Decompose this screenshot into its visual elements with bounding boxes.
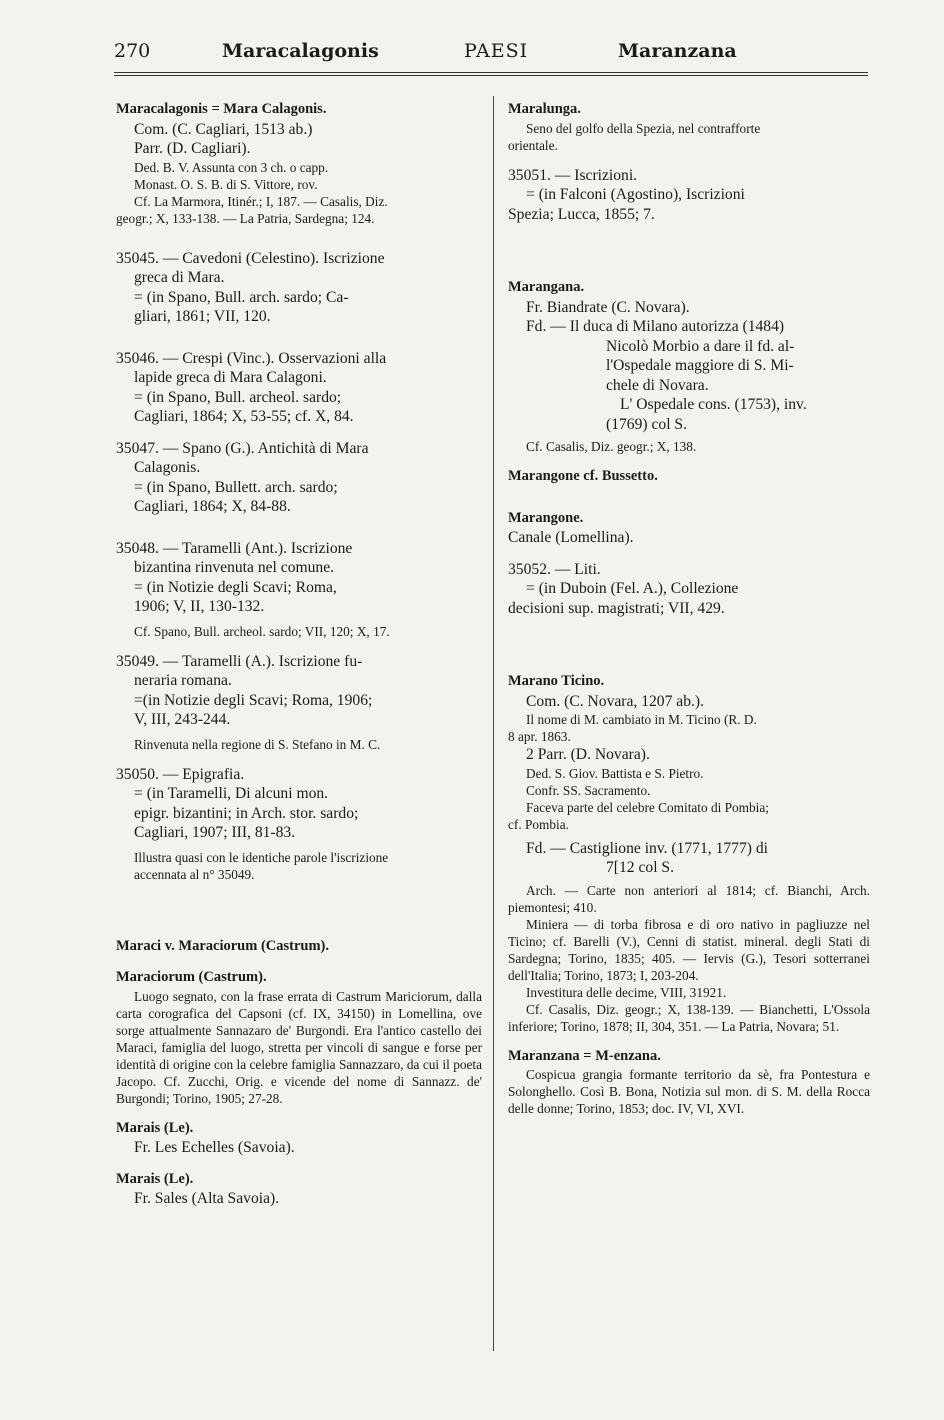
entry-line: Faceva parte del celebre Comitato di Pombia;	[526, 799, 769, 815]
header-first-entry: Maracalagonis	[222, 40, 379, 62]
entry-maranzana	[508, 1047, 870, 1118]
bib-entry-35048	[116, 539, 482, 640]
bib-entry-35050	[116, 765, 482, 883]
entry-maraciorum	[116, 968, 482, 1107]
header-section: PAESI	[464, 40, 529, 62]
bib-entry-35051	[508, 166, 870, 225]
entry-paragraph: Arch. — Carte non anteriori al 1814; cf. Bianchi, Arch. piemontesi; 410.	[508, 882, 870, 915]
bib-line: = (in Spano, Bull. archeol. sardo;	[134, 388, 342, 406]
bib-entry-35049	[116, 652, 482, 753]
bib-entry-35045	[116, 249, 482, 327]
entry-marais-echelles	[116, 1119, 482, 1158]
entry-line: geogr.; X, 133-138. — La Patria, Sardegna; 124.	[116, 210, 375, 226]
running-header	[114, 40, 870, 70]
bib-note: Illustra quasi con le identiche parole l'iscrizione	[134, 849, 389, 865]
entry-line: Seno del golfo della Spezia, nel contrafforte	[526, 120, 761, 136]
bib-line: 35049. — Taramelli (A.). Iscrizione fu-	[116, 652, 363, 670]
entry-line: 7[12 col S.	[606, 859, 675, 876]
bib-line: = (in Spano, Bull. arch. sardo; Ca-	[134, 288, 349, 306]
bib-line: epigr. bizantini; in Arch. stor. sardo;	[134, 804, 359, 822]
entry-line: 8 apr. 1863.	[508, 729, 571, 744]
entry-line: Canale (Lomellina).	[508, 529, 634, 546]
column-divider	[493, 96, 494, 1351]
entry-line: Confr. SS. Sacramento.	[526, 782, 651, 798]
entry-line: Fr. Sales (Alta Savoia).	[134, 1190, 280, 1207]
bib-line: Cagliari, 1864; X, 84-88.	[134, 498, 291, 515]
left-column	[116, 100, 482, 1221]
bib-line: bizantina rinvenuta nel comune.	[134, 559, 335, 576]
bib-line: 35047. — Spano (G.). Antichità di Mara	[116, 439, 369, 457]
bib-note: accennata al n° 35049.	[134, 866, 255, 882]
bib-line: 35050. — Epigrafia.	[116, 765, 245, 783]
entry-heading: Marais (Le).	[116, 1119, 194, 1136]
entry-marais-sales	[116, 1170, 482, 1209]
bib-entry-35052	[508, 560, 870, 619]
bib-line: Cagliari, 1907; III, 81-83.	[134, 824, 296, 841]
entry-line: l'Ospedale maggiore di S. Mi-	[606, 357, 794, 374]
entry-line: Ded. B. V. Assunta con 3 ch. o capp.	[134, 159, 329, 175]
entry-line: Fr. Biandrate (C. Novara).	[526, 298, 690, 316]
bib-line: 35051. — Iscrizioni.	[508, 166, 638, 184]
bib-line: greca di Mara.	[134, 269, 225, 286]
bib-entry-35047	[116, 439, 482, 517]
entry-heading: Marangone.	[508, 509, 584, 526]
bib-line: = (in Notizie degli Scavi; Roma,	[134, 578, 337, 596]
bib-line: Spezia; Lucca, 1855; 7.	[508, 205, 655, 223]
bib-line: Cagliari, 1864; X, 53-55; cf. X, 84.	[134, 408, 354, 425]
bib-line: 1906; V, II, 130-132.	[134, 598, 265, 615]
entry-line: cf. Pombia.	[508, 816, 569, 832]
entry-heading: Maraciorum (Castrum).	[116, 969, 267, 985]
entry-line: Cf. Casalis, Diz. geogr.; X, 138.	[526, 439, 697, 454]
entry-line: L' Ospedale cons. (1753), inv.	[620, 396, 807, 413]
bib-line: = (in Falconi (Agostino), Iscrizioni	[526, 186, 745, 203]
bib-line: 35046. — Crespi (Vinc.). Osservazioni alla	[116, 349, 387, 367]
entry-paragraph: Investitura delle decime, VIII, 31921.	[526, 984, 727, 1000]
entry-marangone	[508, 509, 870, 548]
bib-line: = (in Taramelli, Di alcuni mon.	[134, 785, 329, 802]
bib-line: 35048. — Taramelli (Ant.). Iscrizione	[116, 539, 353, 557]
entry-line: Fr. Les Echelles (Savoia).	[134, 1139, 295, 1156]
bib-line: = (in Duboin (Fel. A.), Collezione	[526, 580, 739, 597]
entry-paragraph: Luogo segnato, con la frase errata di Castrum Mariciorum, dalla carta corografica del Capsoni (cf. IX, 34150) in Lomellina, ove sorge attualmente Sannazaro de' Burgondi. Era l'antico castello dei Maraci, famiglia del luogo, stretta per vincoli di sangue e forse per identità di origine con la celebre famiglia Sannazzaro, da cui il poeta Jacopo. Cf. Zucchi, Orig. e vicende del nome di Sannazz. de' Burgondi; Torino, 1905; 27-28.	[116, 988, 482, 1106]
entry-heading: Marais (Le).	[116, 1170, 194, 1187]
entry-line: Parr. (D. Cagliari).	[134, 140, 251, 157]
right-column	[508, 100, 870, 1129]
page-number: 270	[114, 40, 151, 62]
entry-heading: Maracalagonis = Mara Calagonis.	[116, 101, 327, 117]
bib-note: Rinvenuta nella regione di S. Stefano in M. C.	[134, 736, 381, 752]
entry-line: Com. (C. Novara, 1207 ab.).	[526, 692, 704, 710]
entry-line: Fd. — Castiglione inv. (1771, 1777) di	[526, 839, 768, 857]
entry-line: chele di Novara.	[606, 376, 709, 394]
entry-heading: Maralunga.	[508, 101, 581, 117]
entry-line: Cf. La Marmora, Itinér.; I, 187. — Casalis, Diz.	[134, 193, 388, 209]
bib-line: =(in Notizie degli Scavi; Roma, 1906;	[134, 691, 373, 709]
bib-line: 35045. — Cavedoni (Celestino). Iscrizione	[116, 249, 385, 267]
entry-line: (1769) col S.	[606, 415, 687, 433]
entry-line: Monast. O. S. B. di S. Vittore, rov.	[134, 176, 318, 192]
entry-maraci	[116, 937, 482, 957]
entry-line: Com. (C. Cagliari, 1513 ab.)	[134, 120, 313, 138]
header-last-entry: Maranzana	[618, 40, 737, 62]
entry-marangone-cf	[508, 467, 870, 487]
entry-line: Nicolò Morbio a dare il fd. al-	[606, 337, 795, 355]
bib-entry-35046	[116, 349, 482, 427]
entry-line: Ded. S. Giov. Battista e S. Pietro.	[526, 765, 704, 781]
entry-marano-ticino	[508, 672, 870, 1035]
bib-line: Calagonis.	[134, 459, 201, 476]
header-rule	[114, 72, 868, 76]
bib-line: V, III, 243-244.	[134, 711, 231, 728]
entry-line: Il nome di M. cambiato in M. Ticino (R. D.	[526, 712, 757, 727]
bib-line: = (in Spano, Bullett. arch. sardo;	[134, 478, 338, 496]
entry-paragraph: Cf. Casalis, Diz. geogr.; X, 138-139. — Bianchetti, L'Ossola inferiore; Torino, 1878; II, 304, 351. — La Patria, Novara; 51.	[508, 1001, 870, 1034]
entry-heading: Marangana.	[508, 279, 585, 295]
entry-maralunga	[508, 100, 870, 154]
entry-heading: Marano Ticino.	[508, 673, 605, 689]
entry-paragraph: Cospicua grangia formante territorio da sè, fra Pontestura e Solonghello. Così B. Bona, Notizia sul mon. di S. M. della Rocca delle donne; Torino, 1853; doc. IV, VI, XVI.	[508, 1067, 870, 1116]
bib-line: 35052. — Liti.	[508, 560, 601, 578]
bib-line: gliari, 1861; VII, 120.	[134, 308, 271, 325]
bib-note: Cf. Spano, Bull. archeol. sardo; VII, 120; X, 17.	[134, 623, 390, 639]
entry-marangana	[508, 278, 870, 455]
bib-line: decisioni sup. magistrati; VII, 429.	[508, 599, 725, 617]
bib-line: neraria romana.	[134, 672, 232, 689]
entry-heading: Maranzana = M-enzana.	[508, 1047, 661, 1064]
entry-line: Fd. — Il duca di Milano autorizza (1484)	[526, 318, 785, 335]
entry-heading: Marangone cf. Bussetto.	[508, 468, 658, 484]
entry-maracalagonis	[116, 100, 482, 227]
entry-line: orientale.	[508, 137, 558, 153]
entry-line: 2 Parr. (D. Novara).	[526, 746, 650, 763]
entry-paragraph: Miniera — di torba fibrosa e di oro nativo in pagliuzze nel Ticino; cf. Barelli (V.), Cenni di statist. mineral. degli Stati di Sardegna; Torino, 1835; 405. — Iervis (G.), Tesori sotterranei dell'Italia; Torino, 1873; I, 203-204.	[508, 916, 870, 983]
entry-heading: Maraci v. Maraciorum (Castrum).	[116, 937, 330, 954]
bib-line: lapide greca di Mara Calagoni.	[134, 369, 327, 386]
